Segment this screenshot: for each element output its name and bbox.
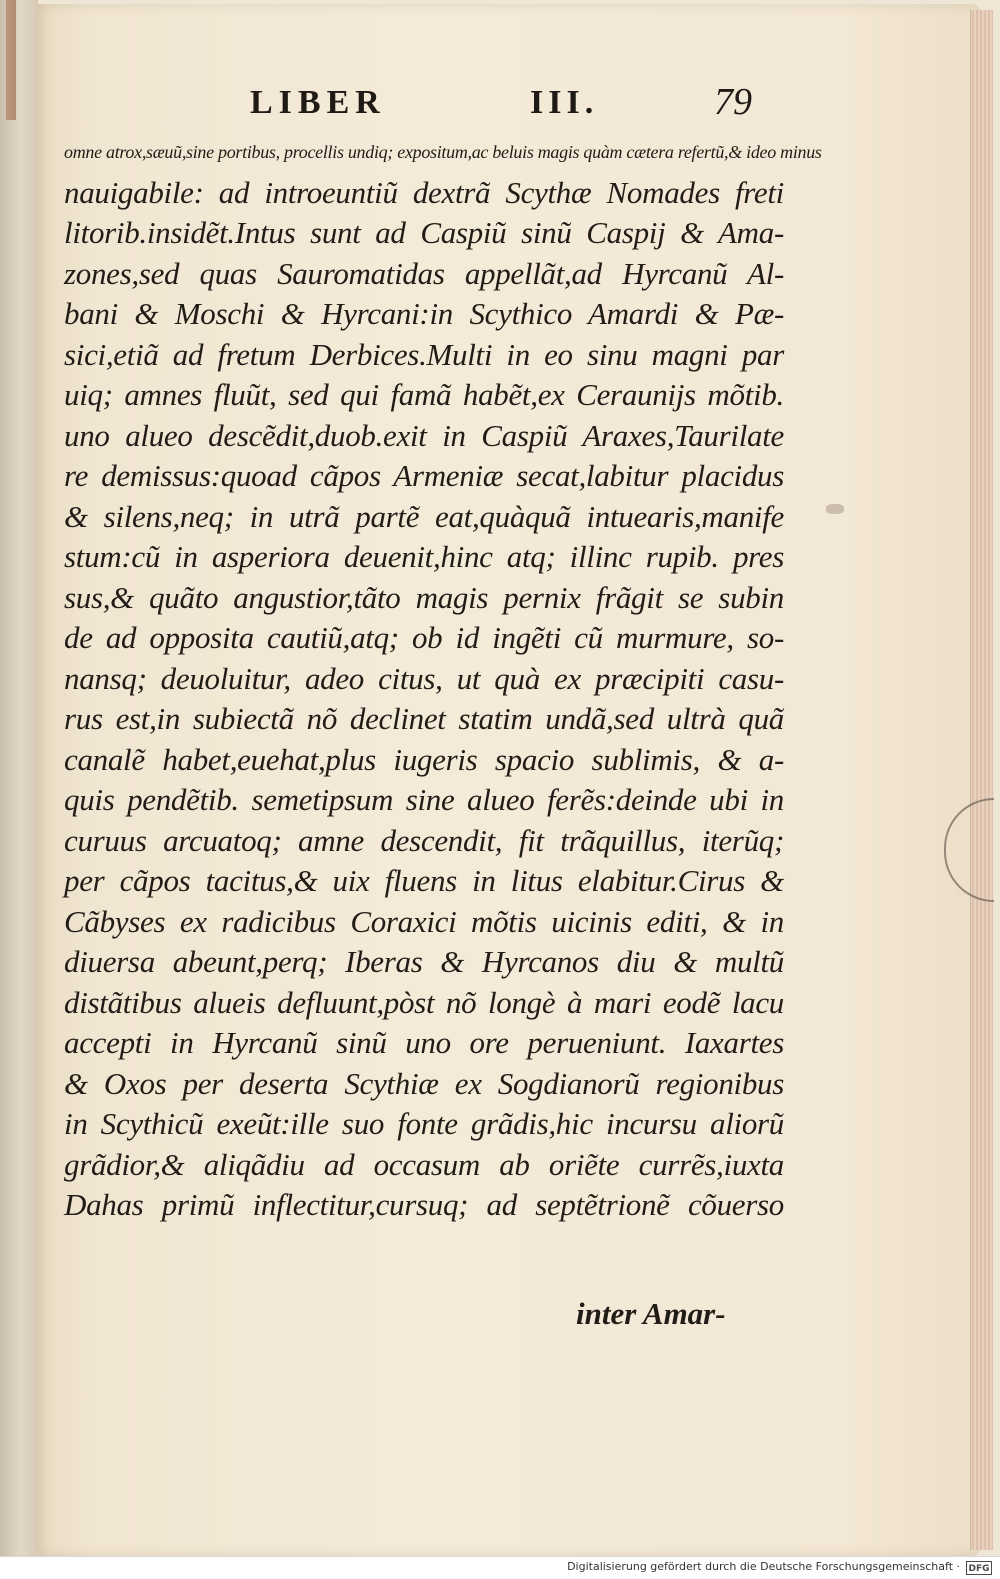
text-line: diuersa abeunt,perq; Iberas & Hyrcanos diu & multũ xyxy=(64,944,784,979)
text-line: Dahas primũ inflectitur,cursuq; ad septẽtrionẽ cõuerso xyxy=(64,1187,784,1222)
page-fore-edge xyxy=(970,10,993,1550)
text-line: zones,sed quas Sauromatidas appellãt,ad Hyrcanũ Al- xyxy=(64,255,784,291)
text-line: nauigabile: ad introeuntiũ dextrã Scythæ Nomades freti xyxy=(64,174,784,210)
text-line: sus,& quãto angustior,tãto magis pernix frãgit se subin xyxy=(64,579,784,615)
text-line: litorib.insidẽt.Intus sunt ad Caspiũ sinũ Caspij & Ama- xyxy=(64,215,784,250)
text-line: canalẽ habet,euehat,plus iugeris spacio sublimis, & a- xyxy=(64,741,784,777)
ink-blot xyxy=(826,504,844,514)
text-line: nansq; deuoluitur, adeo citus, ut quà ex præcipiti casu- xyxy=(64,660,784,696)
text-line: bani & Moschi & Hyrcani:in Scythico Amardi & Pæ- xyxy=(64,296,784,331)
text-line: re demissus:quoad cãpos Armeniæ secat,labitur placidus xyxy=(64,458,784,493)
text-line: rus est,in subiectã nõ declinet statim undã,sed ultrà quã xyxy=(64,701,784,736)
page-header xyxy=(230,80,790,130)
text-line: de ad opposita cautiũ,atq; ob id ingẽti cũ murmure, so- xyxy=(64,620,784,655)
running-head: LIBER xyxy=(250,84,386,121)
dfg-logo: DFG xyxy=(966,1561,992,1575)
text-line: in Scythicũ exeũt:ille suo fonte grãdis,hic incursu aliorũ xyxy=(64,1106,784,1141)
text-line: omne atrox,sæuũ,sine portibus, procellis undiq; expositum,ac beluis magis quàm cætera refertũ,& ideo minus xyxy=(64,142,822,162)
text-line: accepti in Hyrcanũ sinũ uno ore perueniunt. Iaxartes xyxy=(64,1025,784,1060)
digitization-footer xyxy=(0,1556,1000,1579)
text-line: uiq; amnes fluũt, sed qui famã habẽt,ex Ceraunijs mõtib. xyxy=(64,377,784,412)
catchword: inter Amar- xyxy=(576,1296,726,1331)
text-line: sici,etiã ad fretum Derbices.Multi in eo sinu magni par xyxy=(64,336,784,372)
book-number: III. xyxy=(530,84,599,121)
text-line: uno alueo descẽdit,duob.exit in Caspiũ Araxes,Taurilate xyxy=(64,417,784,453)
text-line: grãdior,& aliqãdiu ad occasum ab oriẽte currẽs,iuxta xyxy=(64,1146,784,1182)
text-line: stum:cũ in asperiora deuenit,hinc atq; illinc rupib. pres xyxy=(64,539,784,574)
text-line: curuus arcuatoq; amne descendit, fit trãquillus, iterũq; xyxy=(64,822,784,858)
body-text xyxy=(64,132,822,1226)
text-line: Cãbyses ex radicibus Coraxici mõtis uicinis editi, & in xyxy=(64,903,784,939)
text-line: quis pendẽtib. semetipsum sine alueo ferẽs:deinde ubi in xyxy=(64,782,784,817)
text-line: per cãpos tacitus,& uix fluens in litus elabitur.Cirus & xyxy=(64,863,784,898)
text-line: distãtibus alueis defluunt,pòst nõ longè à mari eodẽ lacu xyxy=(64,984,784,1020)
book-spine-edge xyxy=(0,0,38,1579)
funding-credit: Digitalisierung gefördert durch die Deutsche Forschungsgemeinschaft · xyxy=(567,1560,960,1573)
page-number: 79 xyxy=(714,81,752,123)
text-line: & Oxos per deserta Scythiæ ex Sogdianorũ regionibus xyxy=(64,1065,784,1101)
text-line: & silens,neq; in utrã partẽ eat,quàquã intuearis,manife xyxy=(64,498,784,534)
